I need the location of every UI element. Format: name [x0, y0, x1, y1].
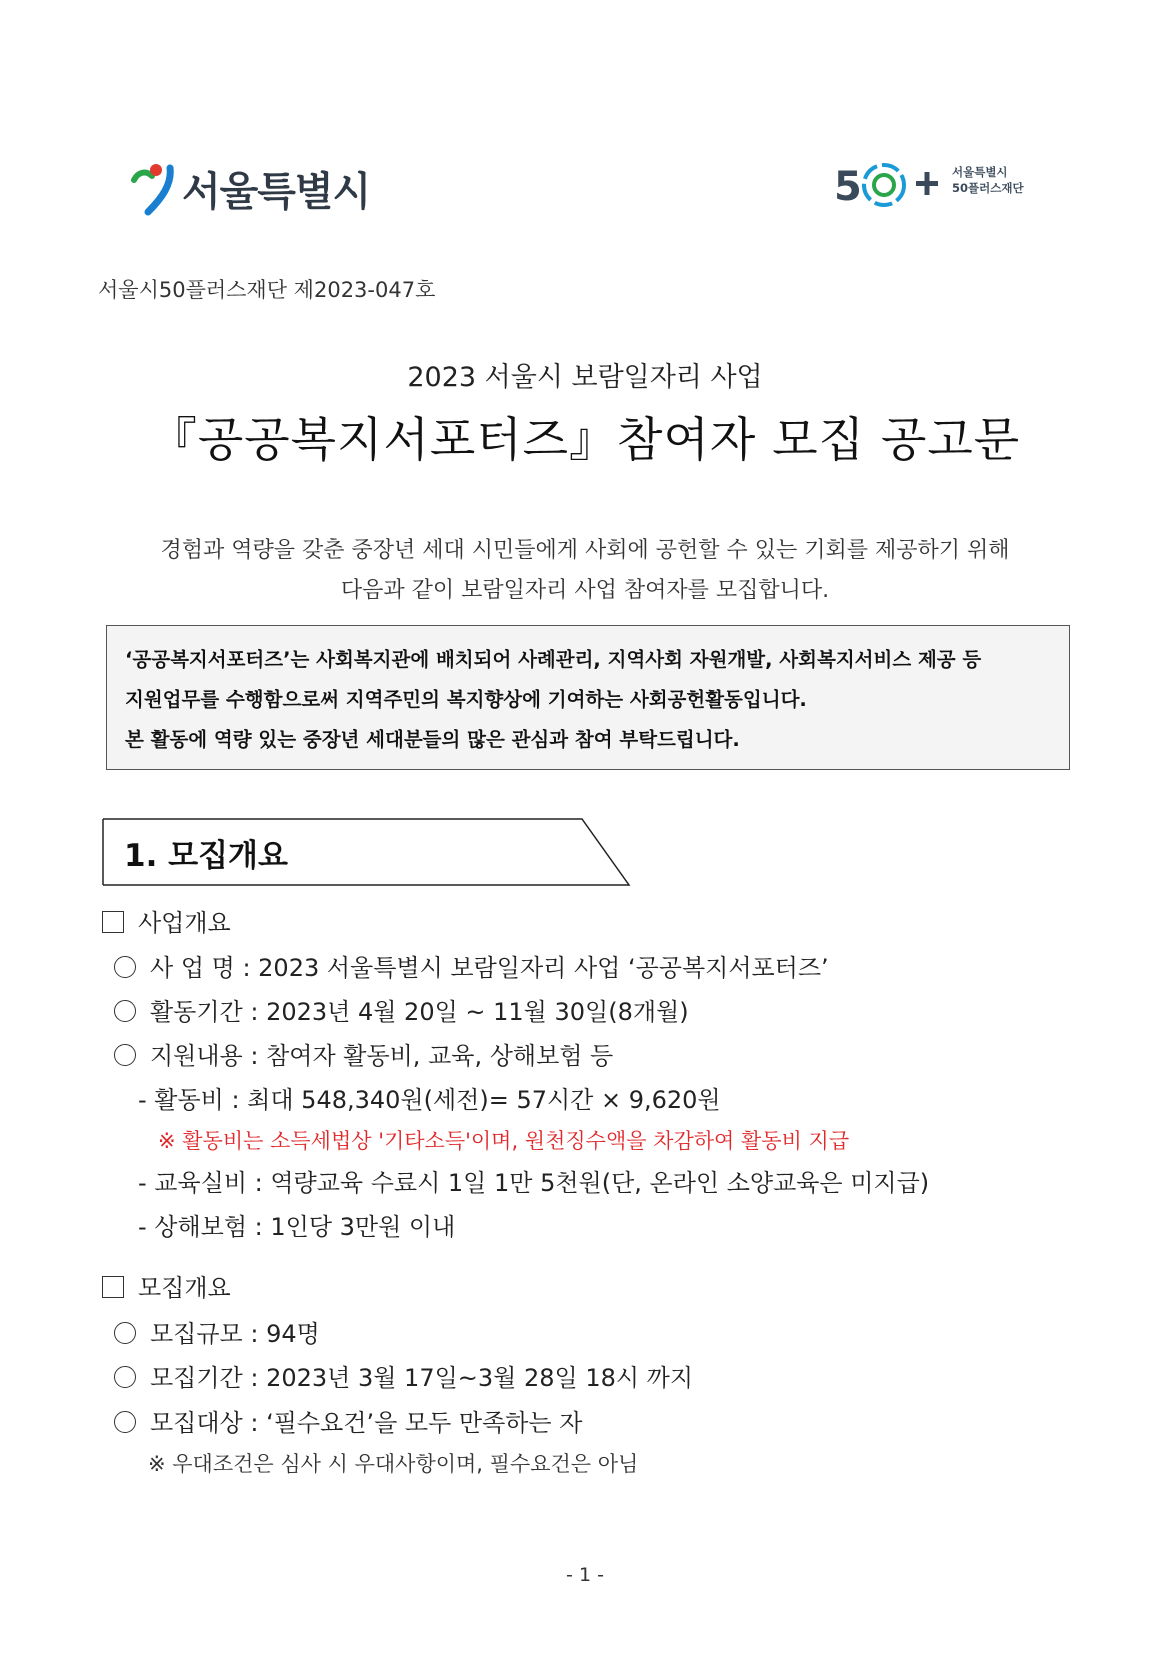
support-content-text: 지원내용 : 참여자 활동비, 교육, 상해보험 등: [150, 1042, 614, 1070]
circle-bullet-icon: [114, 1000, 136, 1022]
seoul-emblem-icon: [130, 158, 180, 216]
business-overview-label: 사업개요: [138, 909, 231, 937]
seoul-logo-text: 서울특별시: [182, 169, 371, 215]
50plus-logo-line1: 서울특별시: [952, 165, 1008, 179]
recruit-target-item: [114, 1403, 582, 1438]
page-number: - 1 -: [566, 1564, 604, 1586]
notice-line-1: ‘공공복지서포터즈’는 사회복지관에 배치되어 사례관리, 지역사회 자원개발, 사회복지서비스 제공 등: [125, 648, 982, 671]
business-overview-heading: [102, 903, 231, 938]
section-heading: [102, 818, 632, 888]
business-name-text: 사 업 명 : 2023 서울특별시 보람일자리 사업 ‘공공복지서포터즈’: [150, 954, 829, 982]
recruit-size-item: [114, 1314, 320, 1349]
notice-line-2: 지원업무를 수행함으로써 지역주민의 복지향상에 기여하는 사회공헌활동입니다.: [125, 688, 807, 711]
notice-box: [106, 625, 1070, 770]
square-bullet-icon: [102, 1276, 124, 1298]
recruit-size-text: 모집규모 : 94명: [150, 1320, 320, 1348]
insurance-text: - 상해보험 : 1인당 3만원 이내: [138, 1213, 456, 1241]
square-bullet-icon: [102, 911, 124, 933]
recruit-target-text: 모집대상 : ‘필수요건’을 모두 만족하는 자: [150, 1409, 583, 1437]
50plus-mark-icon: [832, 155, 947, 215]
svg-text:5: 5: [834, 164, 862, 210]
recruit-note: ※ 우대조건은 심사 시 우대사항이며, 필수요건은 아님: [148, 1452, 639, 1476]
intro-line-1: 경험과 역량을 갖춘 중장년 세대 시민들에게 사회에 공헌할 수 있는 기회를 제공하기 위해: [160, 538, 1010, 563]
circle-bullet-icon: [114, 1322, 136, 1344]
support-content-item: [114, 1036, 613, 1071]
document-subtitle: 2023 서울시 보람일자리 사업: [407, 362, 763, 393]
notice-line-3: 본 활동에 역량 있는 중장년 세대분들의 많은 관심과 참여 부탁드립니다.: [125, 728, 740, 751]
section-heading-text: 1. 모집개요: [124, 838, 288, 874]
50plus-logo-line2: 50플러스재단: [952, 181, 1024, 195]
recruit-overview-heading: [102, 1268, 231, 1303]
allowance-text: - 활동비 : 최대 548,340원(세전)= 57시간 × 9,620원: [138, 1086, 721, 1114]
activity-period-item: [114, 992, 689, 1027]
circle-bullet-icon: [114, 1044, 136, 1066]
activity-period-text: 활동기간 : 2023년 4월 20일 ~ 11월 30일(8개월): [150, 998, 689, 1026]
seoul-logo: [130, 150, 371, 220]
recruit-period-text: 모집기간 : 2023년 3월 17일~3월 28일 18시 까지: [150, 1364, 694, 1392]
document-number: 서울시50플러스재단 제2023-047호: [98, 278, 436, 302]
recruit-overview-label: 모집개요: [138, 1274, 231, 1302]
business-name-item: [114, 948, 829, 983]
circle-bullet-icon: [114, 956, 136, 978]
intro-line-2: 다음과 같이 보람일자리 사업 참여자를 모집합니다.: [340, 578, 830, 603]
education-text: - 교육실비 : 역량교육 수료시 1일 1만 5천원(단, 온라인 소양교육은 미지급): [138, 1169, 930, 1197]
allowance-note: ※ 활동비는 소득세법상 '기타소득'이며, 원천징수액을 차감하여 활동비 지급: [158, 1129, 850, 1153]
50plus-logo: [832, 155, 1042, 215]
circle-bullet-icon: [114, 1366, 136, 1388]
recruit-period-item: [114, 1358, 693, 1393]
circle-bullet-icon: [114, 1411, 136, 1433]
document-title: 『공공복지서포터즈』참여자 모집 공고문: [149, 413, 1021, 468]
